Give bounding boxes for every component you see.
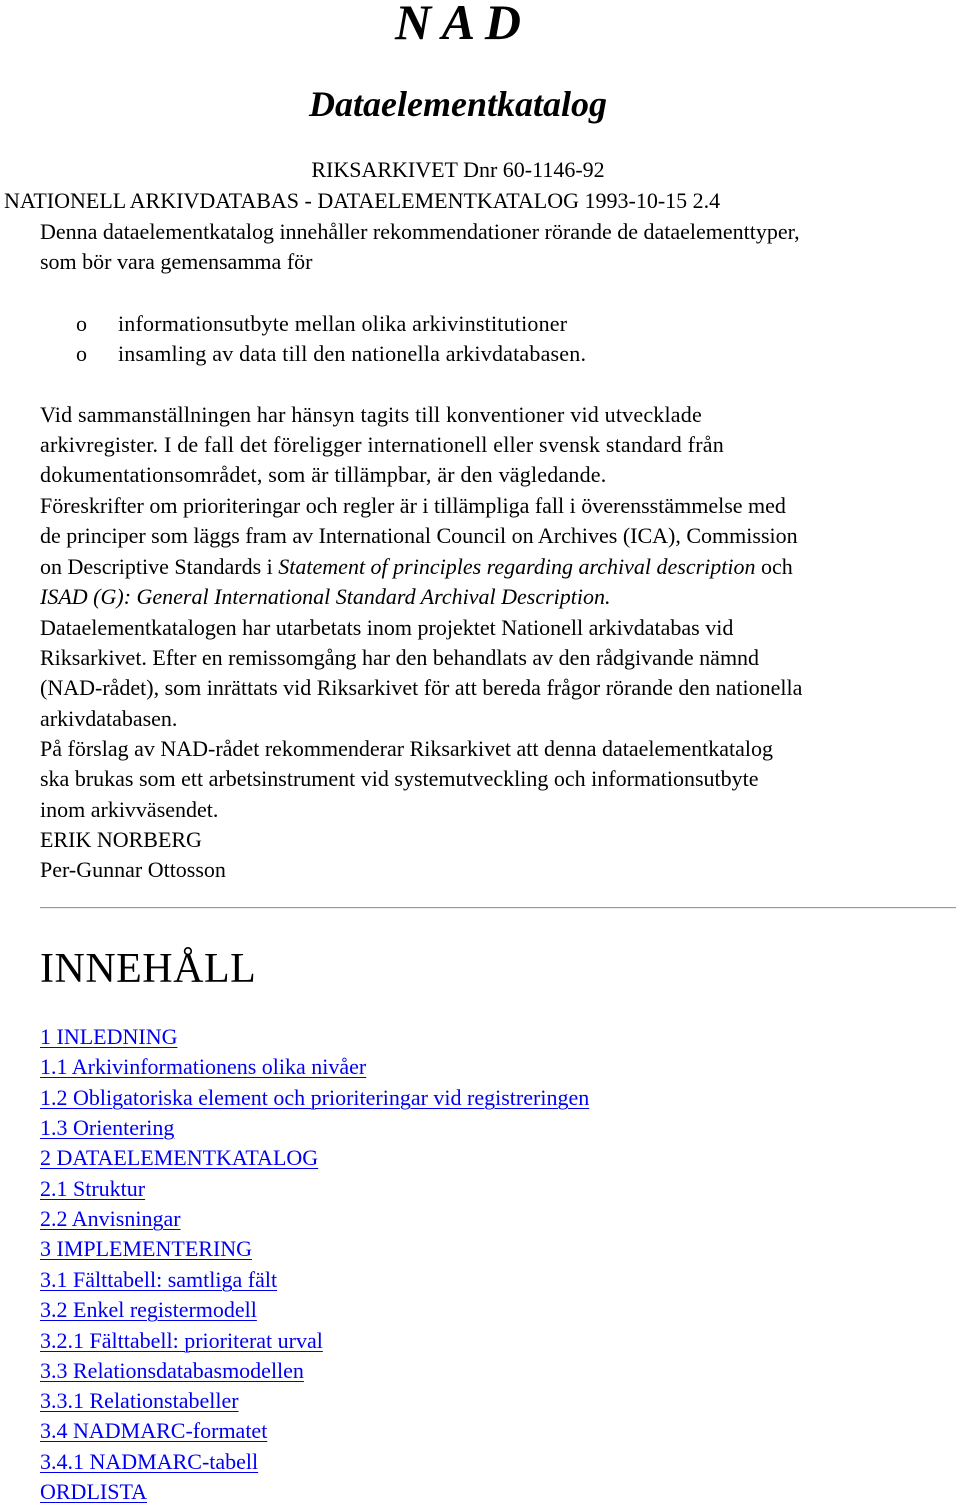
toc-link-2-dataelementkatalog[interactable]: 2 DATAELEMENTKATALOG — [40, 1145, 319, 1170]
list-item-text: insamling av data till den nationella arkivdatabasen. — [118, 341, 587, 366]
toc-link-2-2-anvisningar[interactable]: 2.2 Anvisningar — [40, 1206, 181, 1231]
body-p2-line-3c: och — [755, 554, 793, 579]
toc-link-1-2-obligatoriska-element[interactable]: 1.2 Obligatoriska element och prioriteringar vid registreringen — [40, 1085, 590, 1110]
body-p2-line-2: de principer som läggs fram av International Council on Archives (ICA), Commission — [40, 523, 798, 548]
bullet-marker-icon: o — [76, 311, 87, 336]
body-p1-line-1: Vid sammanställningen har hänsyn tagits till konventioner vid utvecklade — [40, 402, 702, 427]
intro-line-2: som bör vara gemensamma för — [40, 249, 313, 274]
toc-link-3-2-1-falttabell-prioriterat[interactable]: 3.2.1 Fälttabell: prioriterat urval — [40, 1328, 323, 1353]
toc-link-3-3-1-relationstabeller[interactable]: 3.3.1 Relationstabeller — [40, 1388, 239, 1413]
toc-link-3-1-falttabell-samtliga[interactable]: 3.1 Fälttabell: samtliga fält — [40, 1267, 278, 1292]
isad-g-title: ISAD (G): General International Standard Archival Description. — [40, 584, 611, 609]
toc-link-3-implementering[interactable]: 3 IMPLEMENTERING — [40, 1236, 253, 1261]
signature-erik-norberg: ERIK NORBERG — [40, 827, 202, 852]
toc-link-1-3-orientering[interactable]: 1.3 Orientering — [40, 1115, 175, 1140]
body-p3-line-4: arkivdatabasen. — [40, 706, 178, 731]
toc-heading: INNEHÅLL — [40, 946, 257, 992]
toc-link-3-3-relationsdatabasmodellen[interactable]: 3.3 Relationsdatabasmodellen — [40, 1358, 304, 1383]
body-p4-line-3: inom arkivväsendet. — [40, 797, 219, 822]
body-p1-line-2a: arkivregister. — [40, 432, 159, 457]
body-p3-line-2: Riksarkivet. Efter en remissomgång har den behandlats av den rådgivande nämnd — [40, 645, 760, 670]
document-title: N A D — [395, 0, 521, 50]
header-catalog-title: NATIONELL ARKIVDATABAS - DATAELEMENTKATALOG 1993-10-15 2.4 — [4, 188, 721, 213]
body-p4-line-2: ska brukas som ett arbetsinstrument vid systemutveckling och informationsutbyte — [40, 766, 759, 791]
toc-link-3-4-nadmarc-formatet[interactable]: 3.4 NADMARC-formatet — [40, 1418, 268, 1443]
horizontal-rule — [40, 907, 956, 909]
toc-link-3-4-1-nadmarc-tabell[interactable]: 3.4.1 NADMARC-tabell — [40, 1449, 259, 1474]
toc-link-3-2-enkel-registermodell[interactable]: 3.2 Enkel registermodell — [40, 1297, 257, 1322]
toc-link-2-1-struktur[interactable]: 2.1 Struktur — [40, 1176, 146, 1201]
body-p2-line-3a: on Descriptive Standards i — [40, 554, 279, 579]
body-p1-line-2b: I de fall det föreligger internationell eller svensk standard från — [158, 432, 724, 457]
signature-per-gunnar-ottosson: Per-Gunnar Ottosson — [40, 857, 226, 882]
body-p1-line-3: dokumentationsområdet, som är tillämpbar, är den vägledande. — [40, 462, 607, 487]
body-p1-line-2 — [40, 430, 724, 460]
body-p2-line-1: Föreskrifter om prioriteringar och regler är i tillämpliga fall i överensstämmelse med — [40, 493, 786, 518]
toc-link-1-1-arkivinformationens-nivaer[interactable]: 1.1 Arkivinformationens olika nivåer — [40, 1054, 367, 1079]
toc-link-ordlista[interactable]: ORDLISTA — [40, 1479, 148, 1504]
body-p3-line-3: (NAD-rådet), som inrättats vid Riksarkivet för att bereda frågor rörande den nationella — [40, 675, 803, 700]
body-p2-line-3 — [40, 552, 793, 582]
list-item-text: informationsutbyte mellan olika arkivinstitutioner — [118, 311, 568, 336]
body-p4-line-1: På förslag av NAD-rådet rekommenderar Riksarkivet att denna dataelementkatalog — [40, 736, 774, 761]
bullet-marker-icon: o — [76, 341, 87, 366]
toc-link-1-inledning[interactable]: 1 INLEDNING — [40, 1024, 178, 1049]
body-p3-line-1: Dataelementkatalogen har utarbetats inom projektet Nationell arkivdatabas vid — [40, 615, 734, 640]
statement-of-principles-title: Statement of principles regarding archival description — [278, 554, 756, 579]
header-dnr: RIKSARKIVET Dnr 60-1146-92 — [311, 157, 605, 182]
document-subtitle: Dataelementkatalog — [309, 84, 607, 124]
intro-line-1: Denna dataelementkatalog innehåller rekommendationer rörande de dataelementtyper, — [40, 219, 800, 244]
